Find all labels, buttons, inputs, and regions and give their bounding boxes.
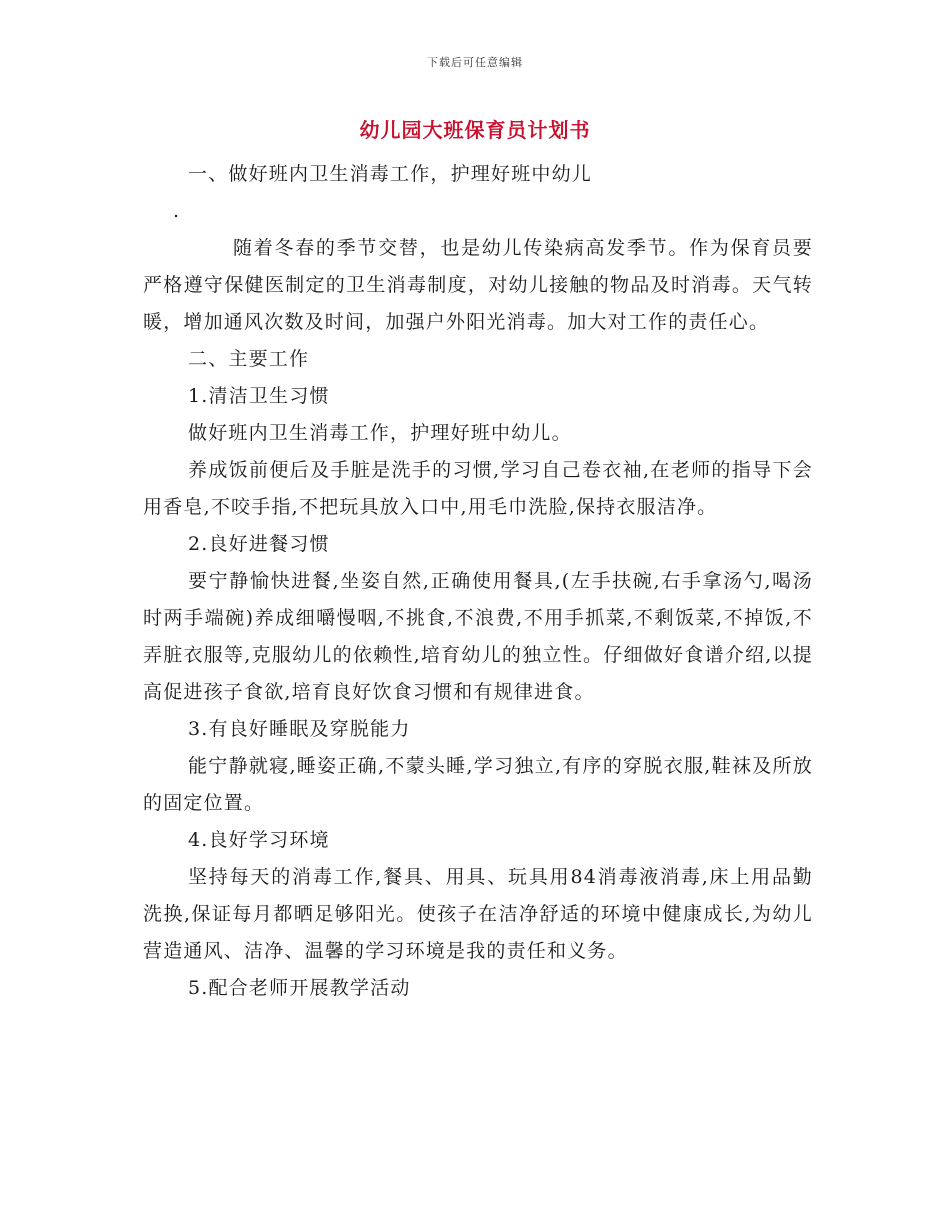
item-heading-1: 1.清洁卫生习惯 (188, 385, 330, 407)
document-title: 幼儿园大班保育员计划书 (359, 118, 591, 142)
item-heading-5: 5.配合老师开展教学活动 (188, 977, 411, 999)
section-heading-2: 二、主要工作 (188, 348, 310, 370)
document-body (143, 156, 813, 1007)
item-paragraph-2: 要宁静愉快进餐,坐姿自然,正确使用餐具,(左手扶碗,右手拿汤勺,喝汤时两手端碗)养成细嚼慢咽,不挑食,不浪费,不用手抓菜,不剩饭菜,不掉饭,不弄脏衣服等,克服幼儿的依赖性,培育幼儿的独立性。仔细做好食谱介绍,以提高促进孩子食欲,培育良好饮食习惯和有规律进食。 (143, 570, 813, 703)
item-paragraph-3: 能宁静就寝,睡姿正确,不蒙头睡,学习独立,有序的穿脱衣服,鞋袜及所放的固定位置。 (143, 755, 813, 814)
item-heading-4: 4.良好学习环境 (188, 829, 330, 851)
section-dot: . (173, 200, 181, 222)
header-note: 下载后可任意编辑 (427, 56, 523, 69)
item-paragraph-4: 坚持每天的消毒工作,餐具、用具、玩具用84消毒液消毒,床上用品勤洗换,保证每月都晒足够阳光。使孩子在洁净舒适的环境中健康成长,为幼儿营造通风、洁净、温馨的学习环境是我的责任和义务。 (143, 866, 813, 962)
item-paragraph-1a: 做好班内卫生消毒工作，护理好班中幼儿。 (188, 422, 572, 444)
section-heading-1: 一、做好班内卫生消毒工作，护理好班中幼儿 (188, 163, 593, 185)
item-heading-3: 3.有良好睡眠及穿脱能力 (188, 718, 411, 740)
section-paragraph-1: 随着冬春的季节交替，也是幼儿传染病高发季节。作为保育员要严格遵守保健医制定的卫生消毒制度，对幼儿接触的物品及时消毒。天气转暖，增加通风次数及时间，加强户外阳光消毒。加大对工作的责任心。 (143, 237, 813, 333)
item-paragraph-1b: 养成饭前便后及手脏是洗手的习惯,学习自己卷衣袖,在老师的指导下会用香皂,不咬手指,不把玩具放入口中,用毛巾洗脸,保持衣服洁净。 (143, 459, 813, 518)
item-heading-2: 2.良好进餐习惯 (188, 533, 330, 555)
